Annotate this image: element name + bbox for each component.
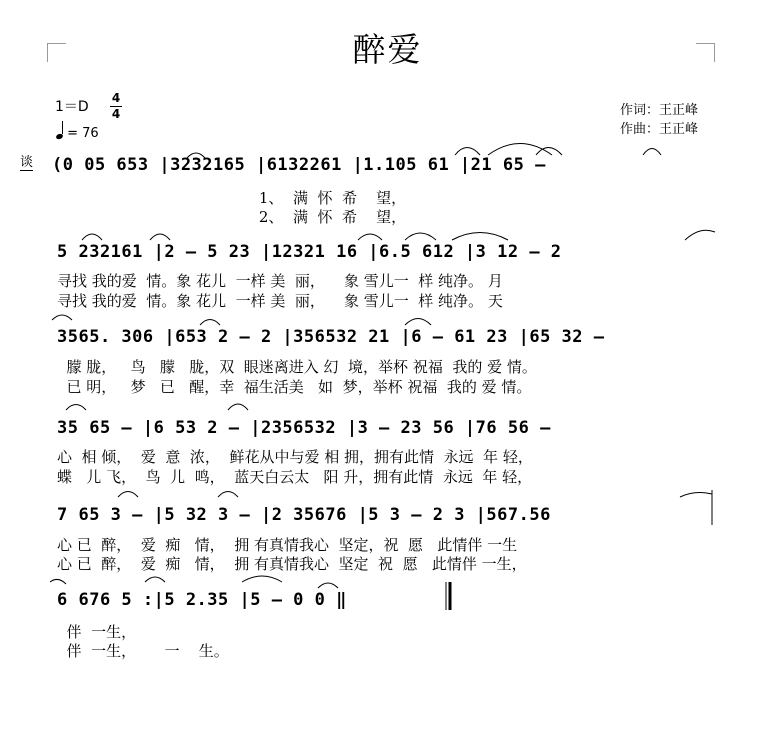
song-title: 醉爱: [352, 30, 423, 69]
slur-mark: [66, 405, 86, 411]
lyric-line-1: 朦 胧， 鸟 朦 胧，双 眼迷离进入 幻 境，举杯 祝福 我的 爱 情。: [57, 358, 537, 376]
slur-mark: [52, 315, 72, 320]
lyric-line-1: 寻找 我的爱 情。象 花儿 一样 美 丽， 象 雪儿一 样 纯净。 月: [57, 272, 503, 290]
slur-mark: [187, 153, 205, 158]
lyric-line-1: 心 相 倾， 爱 意 浓， 鲜花从中与爱 相 拥，拥有此情 永远 年 轻，: [57, 448, 533, 466]
lyric-line-1: 心 已 醉， 爱 痴 情， 拥 有真情我心 坚定，祝 愿 此情伴 一生: [57, 536, 518, 554]
lyric-line-1: 1、 满 怀 希 望，: [30, 189, 407, 207]
slur-mark: [218, 492, 238, 498]
lyric-line-2: 寻找 我的爱 情。象 花儿 一样 美 丽， 象 雪儿一 样 纯净。 天: [57, 292, 503, 310]
lyric-line-2: 伴 一生， 一 生。: [57, 642, 229, 660]
slur-mark: [452, 233, 508, 241]
tempo-value: = 76: [67, 126, 99, 141]
slur-mark: [200, 320, 220, 326]
notation-line: 3565. 306 |653 2 – 2 |356532 21 |6 – 61 23 |65 32 –: [57, 327, 605, 347]
time-signature-bottom: 4: [111, 107, 121, 121]
notation-line: 6 676 5 :|5 2.35 |5 – 0 0 ‖: [57, 590, 347, 610]
slur-mark: [358, 234, 382, 240]
slur-mark: [318, 583, 338, 588]
slur-mark: [488, 144, 552, 156]
slur-mark: [455, 148, 480, 156]
slur-mark: [82, 234, 102, 240]
lyricist-credit: 作词：王正峰: [620, 103, 699, 118]
composer-credit: 作曲：王正峰: [620, 122, 699, 137]
slur-mark: [405, 233, 436, 240]
slur-mark: [685, 230, 715, 240]
slur-mark: [50, 579, 66, 584]
notation-line: 7 65 3 – |5 32 3 – |2 35676 |5 3 – 2 3 |567.56: [57, 505, 551, 525]
lyric-line-2: 蝶 儿 飞， 鸟 儿 鸣， 蓝天白云太 阳 升，拥有此情 永远 年 轻，: [57, 468, 533, 486]
lyric-line-2: 已 明， 梦 已 醒，幸 福生活美 如 梦，举杯 祝福 我的 爱 情。: [57, 378, 532, 396]
slur-mark: [145, 577, 165, 582]
notation-line: (0 05 653 |3232165 |6132261 |1.105 61 |21 65 –: [52, 155, 546, 175]
time-signature-top: 4: [111, 91, 121, 105]
slur-mark: [150, 234, 170, 240]
lyric-line-2: 2、 满 怀 希 望，: [30, 208, 407, 226]
slur-mark: [643, 149, 661, 156]
key-signature: 1＝D: [55, 99, 89, 115]
notation-line: 35 65 – |6 53 2 – |2356532 |3 – 23 56 |76 56 –: [57, 418, 551, 438]
notation-line: 5 232161 |2 – 5 23 |12321 16 |6.5 612 |3 12 – 2: [57, 242, 562, 262]
slur-mark: [405, 319, 431, 326]
slur-mark: [680, 493, 712, 497]
lyric-line-1: 伴 一生，: [57, 623, 137, 641]
section-mark: 谈: [20, 155, 34, 170]
slur-mark: [536, 148, 562, 156]
slur-mark: [242, 576, 282, 582]
slur-mark: [118, 492, 138, 498]
slur-mark: [228, 404, 248, 410]
lyric-line-2: 心 已 醉， 爱 痴 情， 拥 有真情我心 坚定 祝 愿 此情伴 一生，: [57, 555, 527, 573]
